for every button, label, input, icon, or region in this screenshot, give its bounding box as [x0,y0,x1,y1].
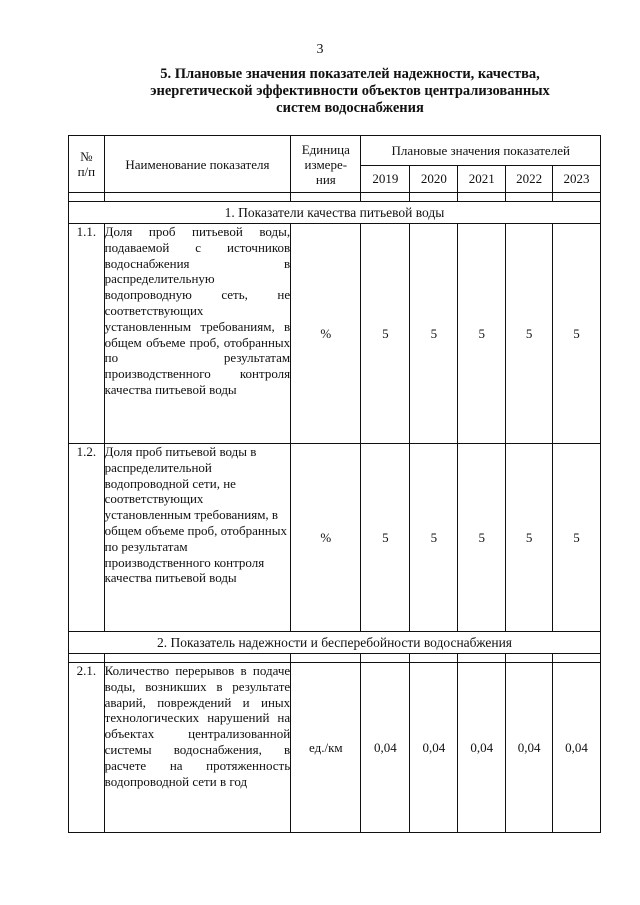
value-cell: 0,04 [361,663,410,833]
spacer-cell [410,193,458,202]
header-name: Наименование показателя [104,136,291,193]
value-cell: 5 [410,444,458,632]
indicator-name: Доля проб питьевой воды в распределительной водопроводной сети, не соответствующих установленным требованиям, в общем объеме проб, отобранных по результатам производственного контроля качества питьевой воды [104,444,291,632]
value-cell: 5 [506,444,553,632]
title-line-1: 5. Плановые значения показателей надежности, качества, [160,66,540,82]
header-year: 2023 [553,166,601,193]
spacer-cell [361,193,410,202]
section-heading: 2. Показатель надежности и бесперебойности водоснабжения [69,632,601,654]
value-cell: 0,04 [506,663,553,833]
indicator-name: Доля проб питьевой воды, подаваемой с источников водоснабжения в распределительную водопроводную сеть, не соответствующих установленным требованиям, в общем объеме проб, отобранных по результатам производственного контроля качества питьевой воды [104,224,291,444]
section-heading: 1. Показатели качества питьевой воды [69,202,601,224]
spacer-cell [104,193,291,202]
spacer-cell [506,193,553,202]
page-number: 3 [316,42,324,57]
spacer-cell [506,654,553,663]
value-cell: 5 [458,444,506,632]
value-cell: 5 [506,224,553,444]
header-num: № п/п [69,136,105,193]
value-cell: 5 [553,444,601,632]
value-cell: 0,04 [553,663,601,833]
spacer-cell [458,654,506,663]
header-year: 2021 [458,166,506,193]
spacer-cell [104,654,291,663]
header-plan: Плановые значения показателей [361,136,601,166]
spacer-cell [410,654,458,663]
spacer-cell [553,193,601,202]
spacer-cell [69,193,105,202]
spacer-cell [458,193,506,202]
row-number: 1.1. [69,224,105,444]
indicators-table [68,135,601,833]
header-year: 2022 [506,166,553,193]
spacer-cell [69,654,105,663]
spacer-cell [291,193,361,202]
unit-cell: % [291,444,361,632]
header-year: 2019 [361,166,410,193]
section-title [100,66,600,117]
unit-cell: % [291,224,361,444]
spacer-cell [553,654,601,663]
value-cell: 5 [553,224,601,444]
header-year: 2020 [410,166,458,193]
row-number: 2.1. [69,663,105,833]
value-cell: 5 [458,224,506,444]
value-cell: 5 [361,444,410,632]
title-line-3: систем водоснабжения [276,100,424,116]
indicator-name: Количество перерывов в подаче воды, возникших в результате аварий, повреждений и иных технологических нарушений на объектах централизованной системы водоснабжения, в расчете на протяженность водопроводной сети в год [104,663,291,833]
row-number: 1.2. [69,444,105,632]
value-cell: 5 [410,224,458,444]
value-cell: 5 [361,224,410,444]
unit-cell: ед./км [291,663,361,833]
value-cell: 0,04 [410,663,458,833]
value-cell: 0,04 [458,663,506,833]
header-unit: Единица измере- ния [291,136,361,193]
spacer-cell [361,654,410,663]
spacer-cell [291,654,361,663]
title-line-2: энергетической эффективности объектов централизованных [150,83,550,99]
